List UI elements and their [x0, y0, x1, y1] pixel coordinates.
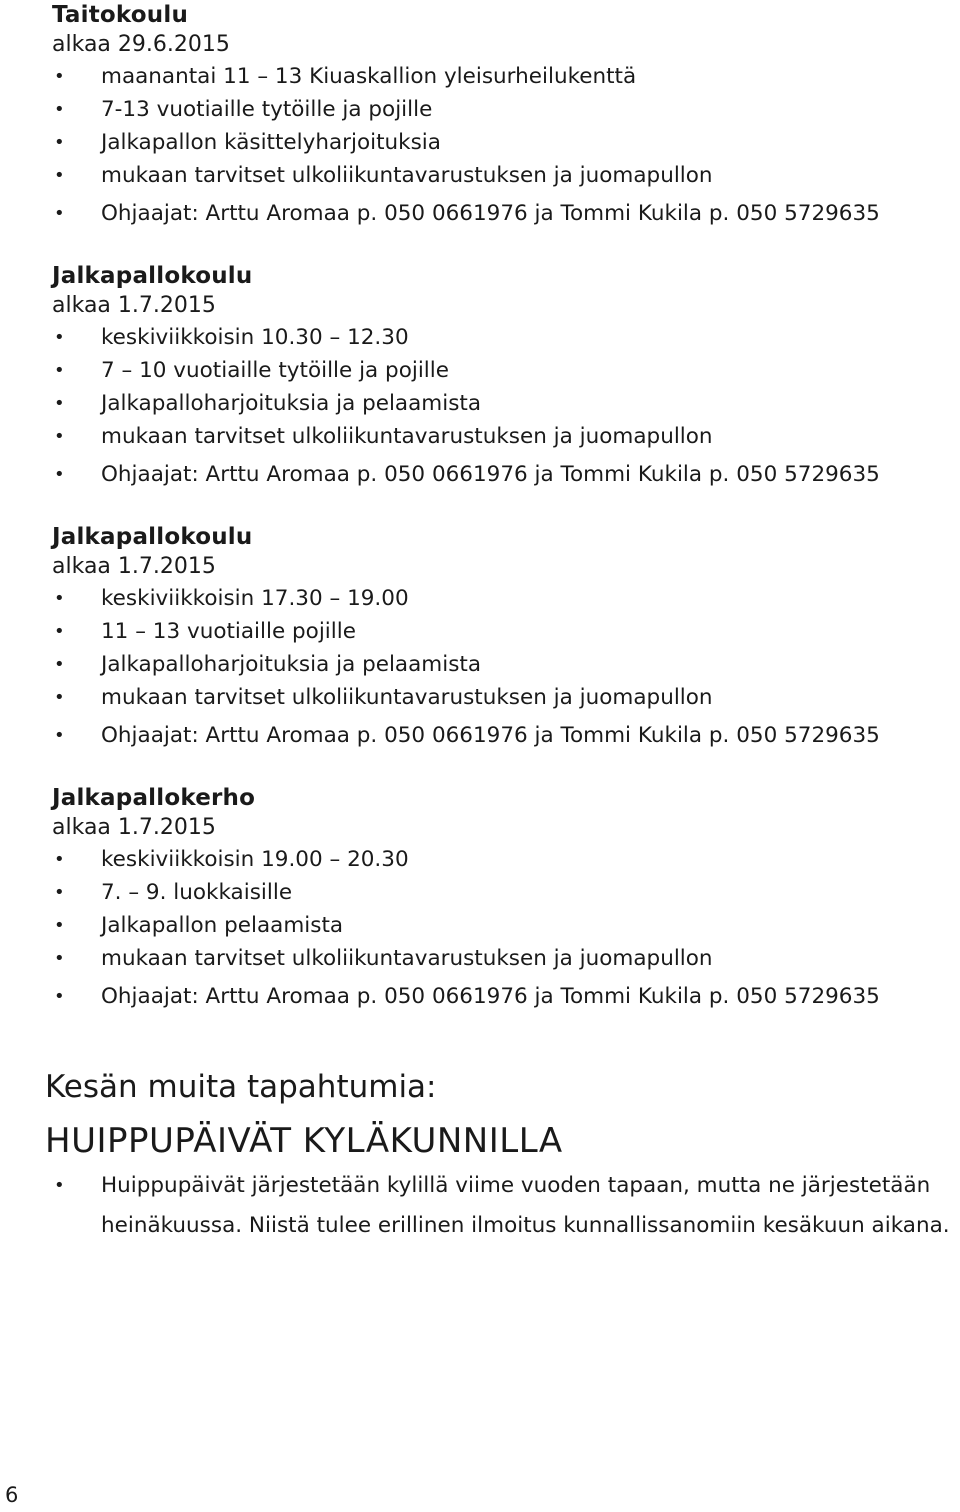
list-item	[52, 159, 932, 192]
list-item-instructors	[52, 719, 932, 752]
list-item	[52, 126, 932, 159]
list-item	[52, 615, 932, 648]
section-title: Taitokoulu	[52, 2, 189, 28]
list-item-text: mukaan tarvitset ulkoliikuntavarustuksen ja juomapullon	[101, 946, 713, 971]
list-item	[52, 681, 932, 714]
bullet-icon: •	[54, 654, 65, 675]
bullet-icon: •	[54, 426, 65, 447]
bullet-icon: •	[54, 621, 65, 642]
bullet-icon: •	[54, 165, 65, 186]
section-list	[52, 843, 932, 1013]
list-item-text: 7 – 10 vuotiaille tytöille ja pojille	[101, 358, 449, 383]
list-item	[52, 843, 932, 876]
bullet-icon: •	[54, 849, 65, 870]
list-item-text: maanantai 11 – 13 Kiuaskallion yleisurheilukenttä	[101, 64, 637, 89]
list-item-text: 7. – 9. luokkaisille	[101, 880, 293, 905]
bullet-icon: •	[54, 687, 65, 708]
bullet-icon: •	[54, 915, 65, 936]
list-item-instructors	[52, 197, 932, 230]
list-item-text: Jalkapalloharjoituksia ja pelaamista	[101, 652, 481, 677]
list-item-text: Ohjaajat: Arttu Aromaa p. 050 0661976 ja Tommi Kukila p. 050 5729635	[101, 201, 880, 226]
section-start-date: alkaa 1.7.2015	[52, 554, 216, 579]
bullet-icon: •	[54, 66, 65, 87]
page-number: 6	[5, 1483, 19, 1507]
list-item-text: keskiviikkoisin 17.30 – 19.00	[101, 586, 409, 611]
list-item-instructors	[52, 458, 932, 491]
list-item	[52, 942, 932, 975]
bullet-icon: •	[54, 588, 65, 609]
section-taitokoulu	[52, 0, 932, 230]
other-events-section	[45, 1066, 950, 1246]
list-item-text: 7-13 vuotiaille tytöille ja pojille	[101, 97, 433, 122]
section-start-date: alkaa 1.7.2015	[52, 815, 216, 840]
list-item	[52, 93, 932, 126]
bullet-icon: •	[54, 393, 65, 414]
section-jalkapallokerho	[52, 783, 932, 1013]
list-item-text: mukaan tarvitset ulkoliikuntavarustuksen ja juomapullon	[101, 163, 713, 188]
list-item-text: mukaan tarvitset ulkoliikuntavarustuksen ja juomapullon	[101, 424, 713, 449]
section-start-date: alkaa 29.6.2015	[52, 32, 230, 57]
bullet-icon: •	[54, 360, 65, 381]
section-title: Jalkapallokerho	[52, 785, 256, 811]
section-title: Jalkapallokoulu	[52, 524, 253, 550]
list-item-text: keskiviikkoisin 19.00 – 20.30	[101, 847, 409, 872]
bullet-icon: •	[54, 1175, 65, 1196]
list-item	[52, 321, 932, 354]
list-item-text: heinäkuussa. Niistä tulee erillinen ilmoitus kunnallissanomiin kesäkuun aikana.	[101, 1213, 950, 1238]
list-item-text: Ohjaajat: Arttu Aromaa p. 050 0661976 ja Tommi Kukila p. 050 5729635	[101, 462, 880, 487]
section-jalkapallokoulu-evening	[52, 522, 932, 752]
list-item	[52, 354, 932, 387]
list-item-text: keskiviikkoisin 10.30 – 12.30	[101, 325, 409, 350]
section-list	[52, 60, 932, 230]
list-item-text: Ohjaajat: Arttu Aromaa p. 050 0661976 ja Tommi Kukila p. 050 5729635	[101, 984, 880, 1009]
bullet-icon: •	[54, 99, 65, 120]
list-item	[52, 909, 932, 942]
bullet-icon: •	[54, 464, 65, 485]
bullet-icon: •	[54, 948, 65, 969]
bullet-icon: •	[54, 725, 65, 746]
bullet-icon: •	[54, 327, 65, 348]
list-item-text: Ohjaajat: Arttu Aromaa p. 050 0661976 ja Tommi Kukila p. 050 5729635	[101, 723, 880, 748]
events-list	[45, 1166, 950, 1246]
bullet-icon: •	[54, 203, 65, 224]
section-start-date: alkaa 1.7.2015	[52, 293, 216, 318]
list-item-text: 11 – 13 vuotiaille pojille	[101, 619, 356, 644]
list-item-instructors	[52, 980, 932, 1013]
list-item	[45, 1166, 945, 1206]
list-item	[52, 60, 932, 93]
bullet-icon: •	[54, 986, 65, 1007]
list-item	[52, 582, 932, 615]
list-item-text: mukaan tarvitset ulkoliikuntavarustuksen ja juomapullon	[101, 685, 713, 710]
list-item-text: Jalkapallon pelaamista	[101, 913, 344, 938]
bullet-icon: •	[54, 882, 65, 903]
list-item-text: Jalkapallon käsittelyharjoituksia	[101, 130, 441, 155]
section-list	[52, 582, 932, 752]
events-heading: Kesän muita tapahtumia:	[45, 1069, 437, 1105]
bullet-icon: •	[54, 132, 65, 153]
list-item	[52, 648, 932, 681]
list-item-text: Jalkapalloharjoituksia ja pelaamista	[101, 391, 481, 416]
list-item	[52, 876, 932, 909]
list-item-continuation	[45, 1206, 950, 1246]
section-list	[52, 321, 932, 491]
list-item	[52, 420, 932, 453]
section-title: Jalkapallokoulu	[52, 263, 253, 289]
list-item	[52, 387, 932, 420]
section-jalkapallokoulu-morning	[52, 261, 932, 491]
events-title: HUIPPUPÄIVÄT KYLÄKUNNILLA	[45, 1121, 563, 1161]
list-item-text: Huippupäivät järjestetään kylillä viime vuoden tapaan, mutta ne järjestetään	[101, 1173, 931, 1198]
